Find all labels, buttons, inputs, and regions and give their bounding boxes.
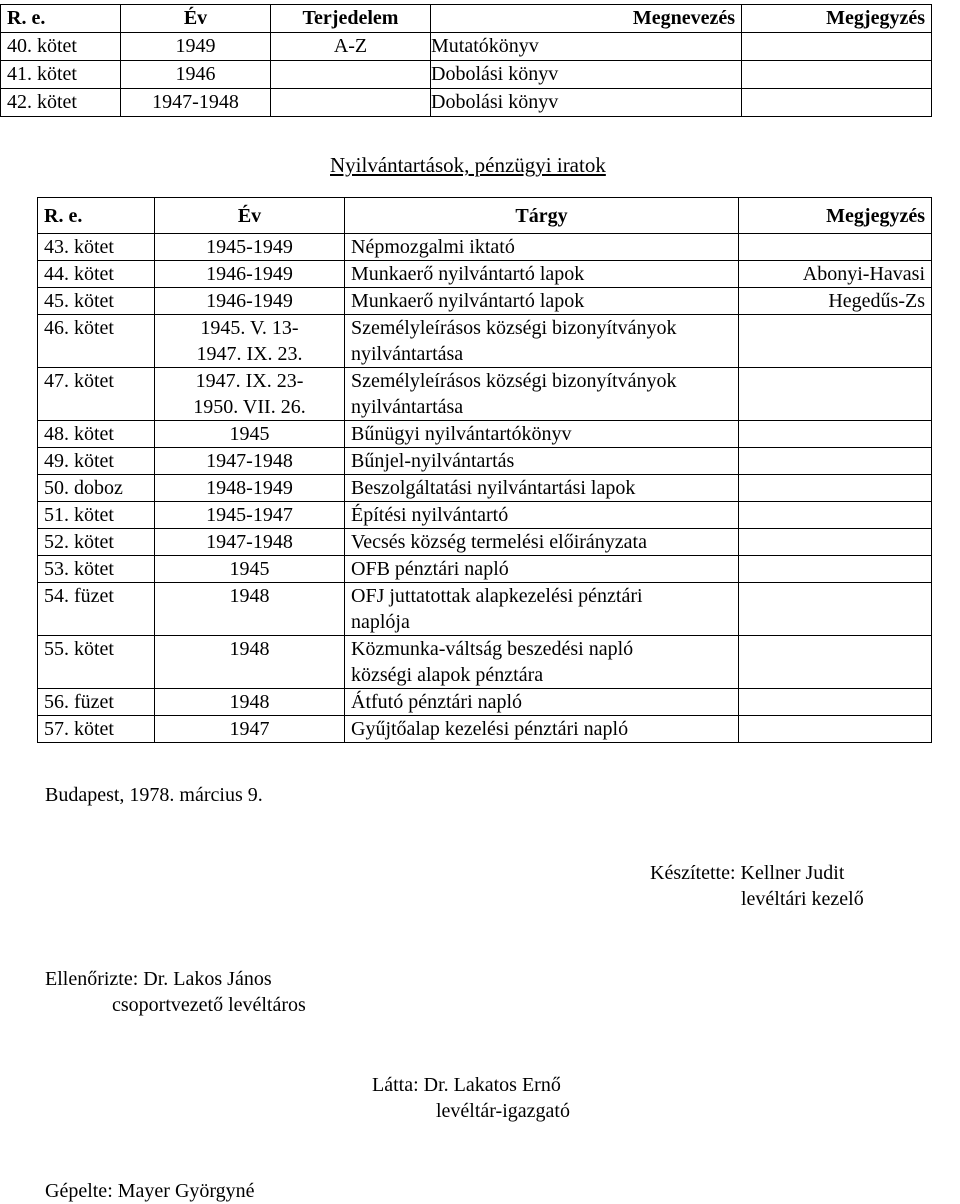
cell-megjegyzes bbox=[739, 529, 932, 556]
cell-ev bbox=[155, 502, 345, 529]
cell-ev bbox=[155, 689, 345, 716]
approved-by: Látta: Dr. Lakatos Ernő bbox=[372, 1074, 561, 1096]
cell-ev bbox=[155, 368, 345, 421]
cell-ev bbox=[155, 475, 345, 502]
cell-ev bbox=[155, 288, 345, 315]
cell-targy bbox=[345, 529, 739, 556]
cell-ev-line: 1947. IX. 23- bbox=[195, 370, 304, 392]
header-re: R. e. bbox=[1, 5, 121, 33]
cell-ev bbox=[155, 315, 345, 368]
cell-targy-line: községi alapok pénztára bbox=[351, 664, 544, 686]
cell-ev bbox=[155, 529, 345, 556]
cell-targy-line: Bűnügyi nyilvántartókönyv bbox=[351, 423, 572, 445]
cell-targy-line: nyilvántartása bbox=[351, 396, 464, 418]
cell-ev: 1946 bbox=[121, 61, 271, 89]
table-row bbox=[1, 89, 932, 117]
cell-ev-line: 1947. IX. 23. bbox=[196, 343, 303, 365]
table-volumes bbox=[0, 4, 932, 117]
cell-terjedelem: A-Z bbox=[271, 33, 431, 61]
cell-ev bbox=[155, 448, 345, 475]
header-targy: Tárgy bbox=[345, 198, 739, 234]
header-ev: Év bbox=[121, 5, 271, 33]
header-megjegyzes: Megjegyzés bbox=[739, 198, 932, 234]
cell-targy-line: OFB pénztári napló bbox=[351, 558, 509, 580]
cell-ev-line: 1946-1949 bbox=[206, 290, 293, 312]
cell-ev bbox=[155, 261, 345, 288]
cell-targy-line: Közmunka-váltság beszedési napló bbox=[351, 638, 634, 660]
cell-targy-line: Gyűjtőalap kezelési pénztári napló bbox=[351, 718, 629, 740]
cell-targy-line: Építési nyilvántartó bbox=[351, 504, 509, 526]
checked-by-title: csoportvezető levéltáros bbox=[112, 994, 306, 1016]
cell-ev-line: 1948-1949 bbox=[206, 477, 293, 499]
cell-ev: 1947-1948 bbox=[121, 89, 271, 117]
cell-ev bbox=[155, 716, 345, 743]
cell-re: 55. kötet bbox=[38, 636, 155, 689]
prepared-by-title: levéltári kezelő bbox=[741, 888, 864, 910]
cell-megjegyzes: Abonyi-Havasi bbox=[739, 261, 932, 288]
cell-targy-line: Beszolgáltatási nyilvántartási lapok bbox=[351, 477, 636, 499]
table-row bbox=[1, 61, 932, 89]
cell-ev-line: 1948 bbox=[229, 585, 270, 607]
cell-targy-line: Személyleírásos községi bizonyítványok bbox=[351, 370, 677, 392]
table-row bbox=[38, 583, 932, 636]
cell-targy-line: Népmozgalmi iktató bbox=[351, 236, 515, 258]
cell-targy-line: Átfutó pénztári napló bbox=[351, 691, 523, 713]
cell-re: 54. füzet bbox=[38, 583, 155, 636]
approved-by-title: levéltár-igazgató bbox=[436, 1100, 570, 1122]
table-row bbox=[38, 421, 932, 448]
cell-ev bbox=[155, 636, 345, 689]
cell-ev: 1949 bbox=[121, 33, 271, 61]
cell-megjegyzes bbox=[739, 556, 932, 583]
cell-targy bbox=[345, 556, 739, 583]
cell-ev-line: 1945-1947 bbox=[206, 504, 293, 526]
cell-re: 40. kötet bbox=[1, 33, 121, 61]
cell-targy bbox=[345, 689, 739, 716]
cell-megjegyzes bbox=[742, 33, 932, 61]
cell-ev-line: 1947-1948 bbox=[206, 531, 293, 553]
cell-targy bbox=[345, 261, 739, 288]
table-row bbox=[38, 636, 932, 689]
table-row bbox=[38, 234, 932, 261]
cell-ev-line: 1946-1949 bbox=[206, 263, 293, 285]
cell-megjegyzes bbox=[739, 421, 932, 448]
cell-re: 46. kötet bbox=[38, 315, 155, 368]
cell-ev-line: 1948 bbox=[229, 691, 270, 713]
table-records bbox=[37, 197, 932, 743]
cell-ev bbox=[155, 583, 345, 636]
cell-re: 51. kötet bbox=[38, 502, 155, 529]
cell-re: 52. kötet bbox=[38, 529, 155, 556]
cell-ev-line: 1947-1948 bbox=[206, 450, 293, 472]
cell-re: 44. kötet bbox=[38, 261, 155, 288]
table-row bbox=[38, 448, 932, 475]
cell-re: 48. kötet bbox=[38, 421, 155, 448]
cell-ev bbox=[155, 556, 345, 583]
cell-re: 57. kötet bbox=[38, 716, 155, 743]
cell-ev-line: 1948 bbox=[229, 638, 270, 660]
typed-by: Gépelte: Mayer Györgyné bbox=[45, 1180, 255, 1202]
cell-targy bbox=[345, 288, 739, 315]
table-row bbox=[38, 529, 932, 556]
cell-ev bbox=[155, 234, 345, 261]
cell-re: 53. kötet bbox=[38, 556, 155, 583]
table-row bbox=[38, 716, 932, 743]
table-row bbox=[1, 33, 932, 61]
cell-re: 49. kötet bbox=[38, 448, 155, 475]
cell-megjegyzes bbox=[739, 448, 932, 475]
cell-targy-line: OFJ juttatottak alapkezelési pénztári bbox=[351, 585, 643, 607]
cell-ev-line: 1945-1949 bbox=[206, 236, 293, 258]
cell-targy bbox=[345, 315, 739, 368]
cell-targy-line: Munkaerő nyilvántartó lapok bbox=[351, 290, 585, 312]
cell-ev-line: 1945 bbox=[229, 558, 270, 580]
cell-terjedelem bbox=[271, 89, 431, 117]
header-re: R. e. bbox=[38, 198, 155, 234]
cell-ev-line: 1947 bbox=[229, 718, 270, 740]
cell-terjedelem bbox=[271, 61, 431, 89]
cell-ev-line: 1950. VII. 26. bbox=[193, 396, 306, 418]
table-row bbox=[38, 315, 932, 368]
section-title: Nyilvántartások, pénzügyi iratok bbox=[330, 153, 606, 177]
cell-targy bbox=[345, 716, 739, 743]
cell-targy bbox=[345, 502, 739, 529]
cell-megjegyzes bbox=[739, 583, 932, 636]
cell-targy-line: Személyleírásos községi bizonyítványok bbox=[351, 317, 677, 339]
cell-targy bbox=[345, 636, 739, 689]
cell-megnevezes: Mutatókönyv bbox=[431, 33, 742, 61]
cell-re: 47. kötet bbox=[38, 368, 155, 421]
table-row bbox=[38, 261, 932, 288]
cell-megjegyzes bbox=[739, 368, 932, 421]
cell-megjegyzes bbox=[742, 61, 932, 89]
cell-megjegyzes bbox=[739, 689, 932, 716]
cell-targy bbox=[345, 475, 739, 502]
cell-megnevezes: Dobolási könyv bbox=[431, 89, 742, 117]
cell-re: 43. kötet bbox=[38, 234, 155, 261]
cell-targy bbox=[345, 448, 739, 475]
checked-by: Ellenőrizte: Dr. Lakos János bbox=[45, 968, 272, 990]
cell-targy bbox=[345, 234, 739, 261]
cell-megjegyzes bbox=[739, 636, 932, 689]
cell-targy-line: naplója bbox=[351, 611, 410, 633]
prepared-by: Készítette: Kellner Judit bbox=[650, 862, 845, 884]
place-date: Budapest, 1978. március 9. bbox=[45, 784, 263, 806]
cell-targy-line: Vecsés község termelési előirányzata bbox=[351, 531, 647, 553]
cell-ev-line: 1945. V. 13- bbox=[200, 317, 299, 339]
table-row bbox=[38, 368, 932, 421]
cell-re: 42. kötet bbox=[1, 89, 121, 117]
cell-targy-line: Bűnjel-nyilvántartás bbox=[351, 450, 515, 472]
cell-ev bbox=[155, 421, 345, 448]
table-row bbox=[38, 556, 932, 583]
cell-megjegyzes bbox=[739, 315, 932, 368]
table-header-row bbox=[38, 198, 932, 234]
cell-re: 41. kötet bbox=[1, 61, 121, 89]
cell-megjegyzes: Hegedűs-Zs bbox=[739, 288, 932, 315]
table-row bbox=[38, 288, 932, 315]
header-ev: Év bbox=[155, 198, 345, 234]
table-header-row bbox=[1, 5, 932, 33]
cell-re: 56. füzet bbox=[38, 689, 155, 716]
table-row bbox=[38, 502, 932, 529]
cell-ev-line: 1945 bbox=[229, 423, 270, 445]
table-row bbox=[38, 689, 932, 716]
cell-megjegyzes bbox=[739, 234, 932, 261]
cell-megjegyzes bbox=[739, 475, 932, 502]
cell-targy-line: Munkaerő nyilvántartó lapok bbox=[351, 263, 585, 285]
cell-megnevezes: Dobolási könyv bbox=[431, 61, 742, 89]
header-megnevezes: Megnevezés bbox=[431, 5, 742, 33]
cell-targy bbox=[345, 583, 739, 636]
header-megjegyzes: Megjegyzés bbox=[742, 5, 932, 33]
cell-targy bbox=[345, 368, 739, 421]
cell-targy-line: nyilvántartása bbox=[351, 343, 464, 365]
header-terjedelem: Terjedelem bbox=[271, 5, 431, 33]
cell-re: 45. kötet bbox=[38, 288, 155, 315]
cell-targy bbox=[345, 421, 739, 448]
cell-megjegyzes bbox=[742, 89, 932, 117]
cell-re: 50. doboz bbox=[38, 475, 155, 502]
cell-megjegyzes bbox=[739, 502, 932, 529]
cell-megjegyzes bbox=[739, 716, 932, 743]
table-row bbox=[38, 475, 932, 502]
